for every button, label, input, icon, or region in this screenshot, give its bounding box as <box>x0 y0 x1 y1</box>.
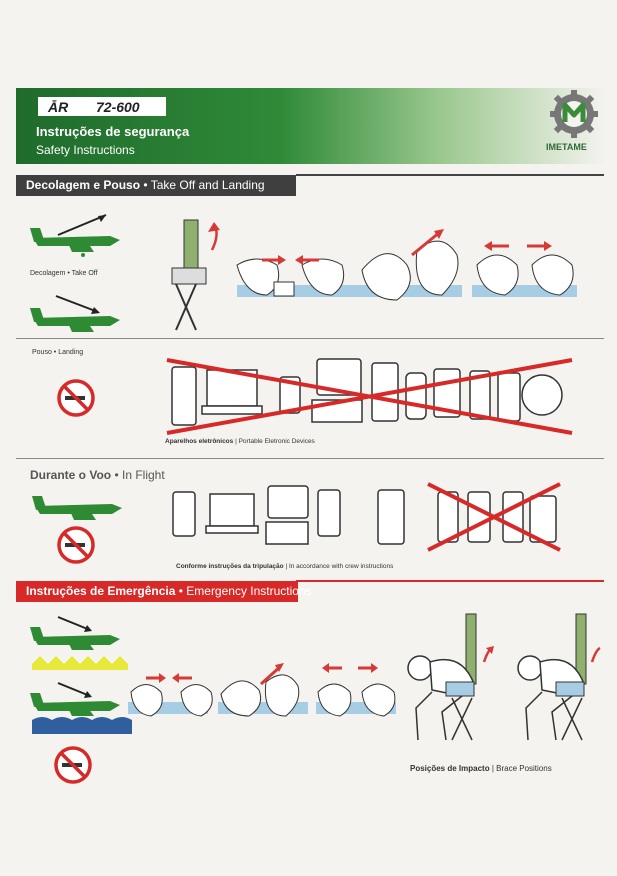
separator: • <box>140 178 151 192</box>
brace-position-illustration <box>402 612 602 752</box>
emergency-seatbelt-illustration <box>126 652 406 732</box>
header-banner <box>16 88 606 164</box>
allowed-devices-illustration <box>168 482 588 552</box>
logo-name: IMETAME <box>546 142 587 152</box>
ditching-water-plane-icon <box>28 678 138 738</box>
title-portuguese: Instruções de segurança <box>36 124 190 139</box>
seatbelt-instructions-illustration <box>162 210 582 330</box>
crew-caption-en: | In accordance with crew instructions <box>283 563 394 570</box>
crew-caption <box>176 563 393 570</box>
section-title-pt: Durante o Voo <box>30 468 112 482</box>
takeoff-label: Decolagem • Take Off <box>30 270 98 277</box>
aircraft-model: 72-600 <box>96 99 140 115</box>
title-english: Safety Instructions <box>36 143 135 157</box>
aircraft-model-box <box>38 97 166 116</box>
devices-caption-pt: Aparelhos eletrônicos <box>165 438 234 445</box>
section-title-en: In Flight <box>122 468 165 482</box>
section-title-en: Take Off and Landing <box>150 178 265 192</box>
divider <box>16 458 604 459</box>
section-bar-emergency <box>16 581 312 602</box>
takeoff-plane-icon <box>28 210 128 265</box>
divider <box>16 338 604 339</box>
brace-caption-en: | Brace Positions <box>489 764 552 773</box>
section-title-en: Emergency Instructions <box>186 584 312 598</box>
section-title-pt: Decolagem e Pouso <box>26 178 141 192</box>
no-smoking-icon <box>53 745 93 785</box>
section-bar-takeoff-landing <box>16 175 296 196</box>
crew-caption-pt: Conforme instruções da tripulação <box>176 563 284 570</box>
in-flight-plane-icon <box>30 488 130 528</box>
no-smoking-icon <box>56 378 96 418</box>
no-smoking-icon <box>56 525 96 565</box>
brace-caption <box>410 764 552 773</box>
devices-caption-en: | Portable Eletronic Devices <box>233 438 315 445</box>
separator: • <box>175 584 187 598</box>
landing-label: Pouso • Landing <box>32 349 84 356</box>
separator: • <box>111 468 122 482</box>
brace-caption-pt: Posições de Impacto <box>410 764 490 773</box>
devices-caption <box>165 438 315 445</box>
landing-plane-icon <box>28 290 128 345</box>
section-title-pt: Instruções de Emergência <box>26 584 176 598</box>
section-rule <box>296 174 604 176</box>
ditching-land-plane-icon <box>28 612 138 672</box>
aircraft-brand: ĀR <box>48 99 69 115</box>
section-title-in-flight <box>30 468 165 482</box>
prohibited-devices-illustration <box>162 355 582 435</box>
section-rule <box>296 580 604 582</box>
